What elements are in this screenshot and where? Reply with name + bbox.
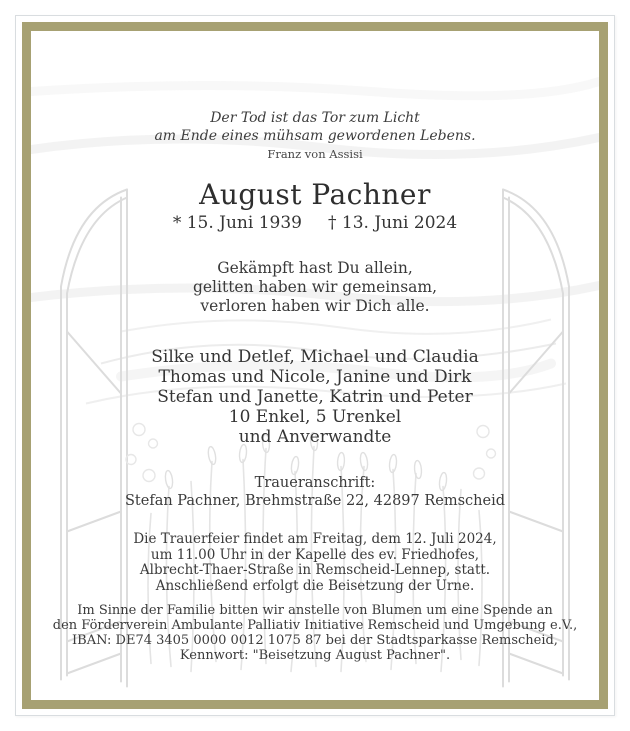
funeral-details (31, 532, 599, 594)
mourners-line: 10 Enkel, 5 Urenkel (228, 407, 402, 427)
funeral-line: Die Trauerfeier findet am Freitag, dem 12. Juli 2024, (133, 531, 497, 547)
opening-quote (31, 109, 599, 162)
quote-line: Der Tod ist das Tor zum Licht (210, 110, 420, 126)
funeral-line: Anschließend erfolgt die Beisetzung der Urne. (155, 577, 475, 594)
death-date: † 13. Juni 2024 (328, 213, 458, 233)
donation-line: IBAN: DE74 3405 0000 0012 1075 87 bei der Stadtsparkasse Remscheid, (72, 633, 558, 648)
verse-line: Gekämpft hast Du allein, (217, 259, 413, 277)
quote-line: am Ende eines mühsam gewordenen Lebens. (154, 128, 476, 144)
mourners-line: und Anverwandte (238, 427, 392, 447)
quote-attribution: Franz von Assisi (267, 147, 363, 161)
condolence-address-label: Traueranschrift: (254, 475, 376, 491)
donation-line: Kennwort: "Beisetzung August Pachner". (179, 648, 451, 663)
funeral-line: Albrecht-Thaer-Straße in Remscheid-Lennep, statt. (139, 562, 491, 578)
funeral-line: um 11.00 Uhr in der Kapelle des ev. Friedhofes, (150, 546, 480, 563)
card-content (31, 31, 599, 700)
mourners-line: Stefan und Janette, Katrin und Peter (157, 387, 473, 407)
donation-line: den Förderverein Ambulante Palliativ Initiative Remscheid und Umgebung e.V., (52, 618, 578, 633)
condolence-address (31, 475, 599, 510)
life-dates (31, 212, 599, 234)
gold-frame (22, 22, 608, 709)
deceased-header (31, 180, 599, 234)
donation-request (31, 603, 599, 663)
donation-line: Im Sinne der Familie bitten wir anstelle von Blumen um eine Spende an (77, 603, 553, 618)
mourners-line: Thomas und Nicole, Janine und Dirk (158, 367, 472, 387)
verse-line: gelitten haben wir gemeinsam, (192, 278, 438, 296)
birth-date: * 15. Juni 1939 (172, 213, 302, 233)
mourners-line: Silke und Detlef, Michael und Claudia (151, 347, 479, 367)
mourners-list (31, 347, 599, 447)
deceased-name: August Pachner (199, 178, 431, 211)
condolence-address-value: Stefan Pachner, Brehmstraße 22, 42897 Remscheid (124, 492, 506, 509)
memorial-verse (31, 259, 599, 316)
obituary-card (15, 15, 615, 716)
verse-line: verloren haben wir Dich alle. (200, 297, 430, 315)
